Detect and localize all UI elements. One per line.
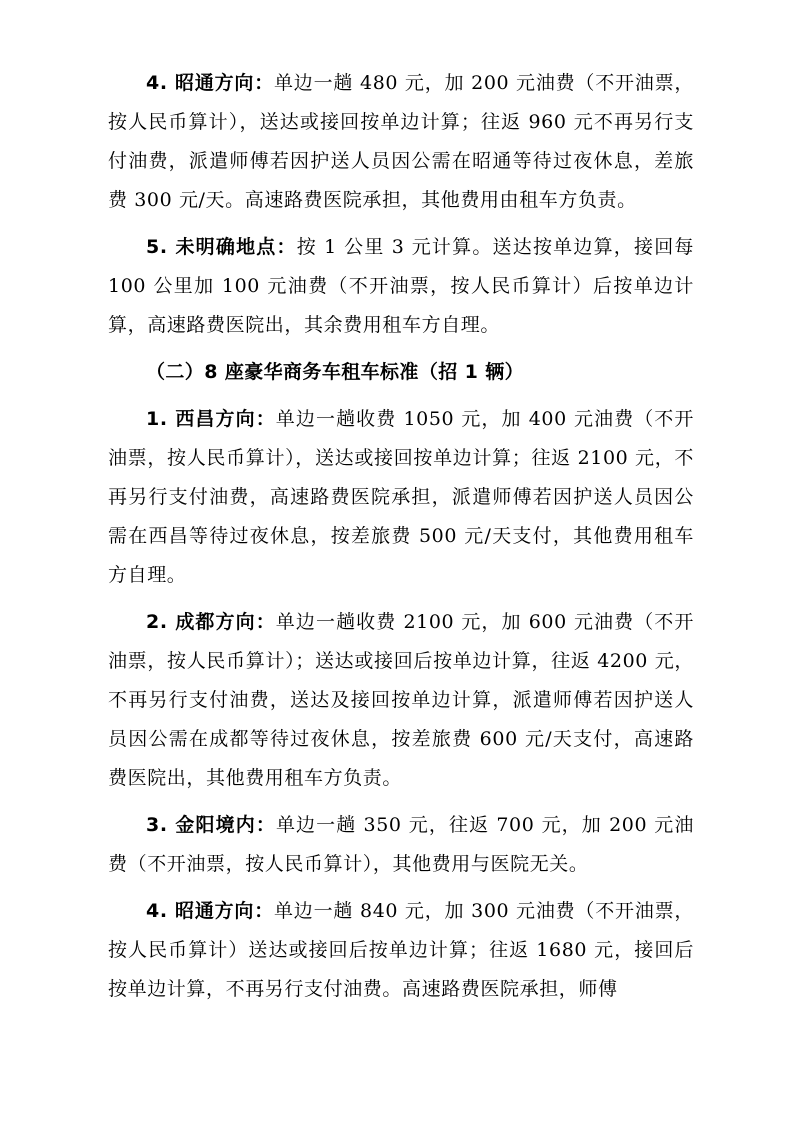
item-body: 单边一趟 480 元，加 200 元油费（不开油票，按人民币算计），送达或接回按单边计算；往返 960 元不再另行支付油费，派遣师傅若因护送人员因公需在昭通等待过夜休息，差旅费 300 元/天。高速路费医院承担，其他费用由租车方负责。 [108, 72, 694, 211]
document-page [108, 64, 694, 1017]
item-lead: 4. 昭通方向： [146, 72, 275, 94]
item-lead: 2. 成都方向： [146, 611, 276, 633]
item-lead: 5. 未明确地点： [146, 236, 297, 258]
item-body: 单边一趟收费 1050 元，加 400 元油费（不开油票，按人民币算计），送达或接回按单边计算；往返 2100 元，不再另行支付油费，高速路费医院承担，派遣师傅若因护送人员因公需在西昌等待过夜休息，按差旅费 500 元/天支付，其他费用租车方自理。 [108, 408, 694, 586]
paragraph-jinyang [108, 806, 694, 884]
paragraph-chengdu [108, 603, 694, 798]
section-heading-8seat: （二）8 座豪华商务车租车标准（招 1 辆） [146, 361, 525, 383]
paragraph-zhaotong-5seat [108, 64, 694, 220]
item-body: 按 1 公里 3 元计算。送达按单边算，接回每 100 公里加 100 元油费（不开油票，按人民币算计）后按单边计算，高速路费医院出，其余费用租车方自理。 [108, 236, 695, 336]
paragraph-zhaotong-8seat [108, 892, 694, 1009]
item-body: 单边一趟收费 2100 元，加 600 元油费（不开油票，按人民币算计）；送达或接回后按单边计算，往返 4200 元，不再另行支付油费，送达及接回按单边计算，派遣师傅若因护送人员因公需在成都等待过夜休息，按差旅费 600 元/天支付，高速路费医院出，其他费用租车方负责。 [108, 611, 694, 789]
item-lead: 1. 西昌方向： [146, 408, 276, 430]
item-body: 单边一趟 840 元，加 300 元油费（不开油票，按人民币算计）送达或接回后按单边计算；往返 1680 元，接回后按单边计算，不再另行支付油费。高速路费医院承担，师傅 [108, 900, 694, 1000]
paragraph-xichang [108, 400, 694, 595]
item-lead: 3. 金阳境内： [146, 814, 276, 836]
item-lead: 4. 昭通方向： [146, 900, 275, 922]
paragraph-unspecified-location [108, 228, 694, 345]
item-body: 单边一趟 350 元，往返 700 元，加 200 元油费（不开油票，按人民币算计），其他费用与医院无关。 [108, 814, 694, 875]
